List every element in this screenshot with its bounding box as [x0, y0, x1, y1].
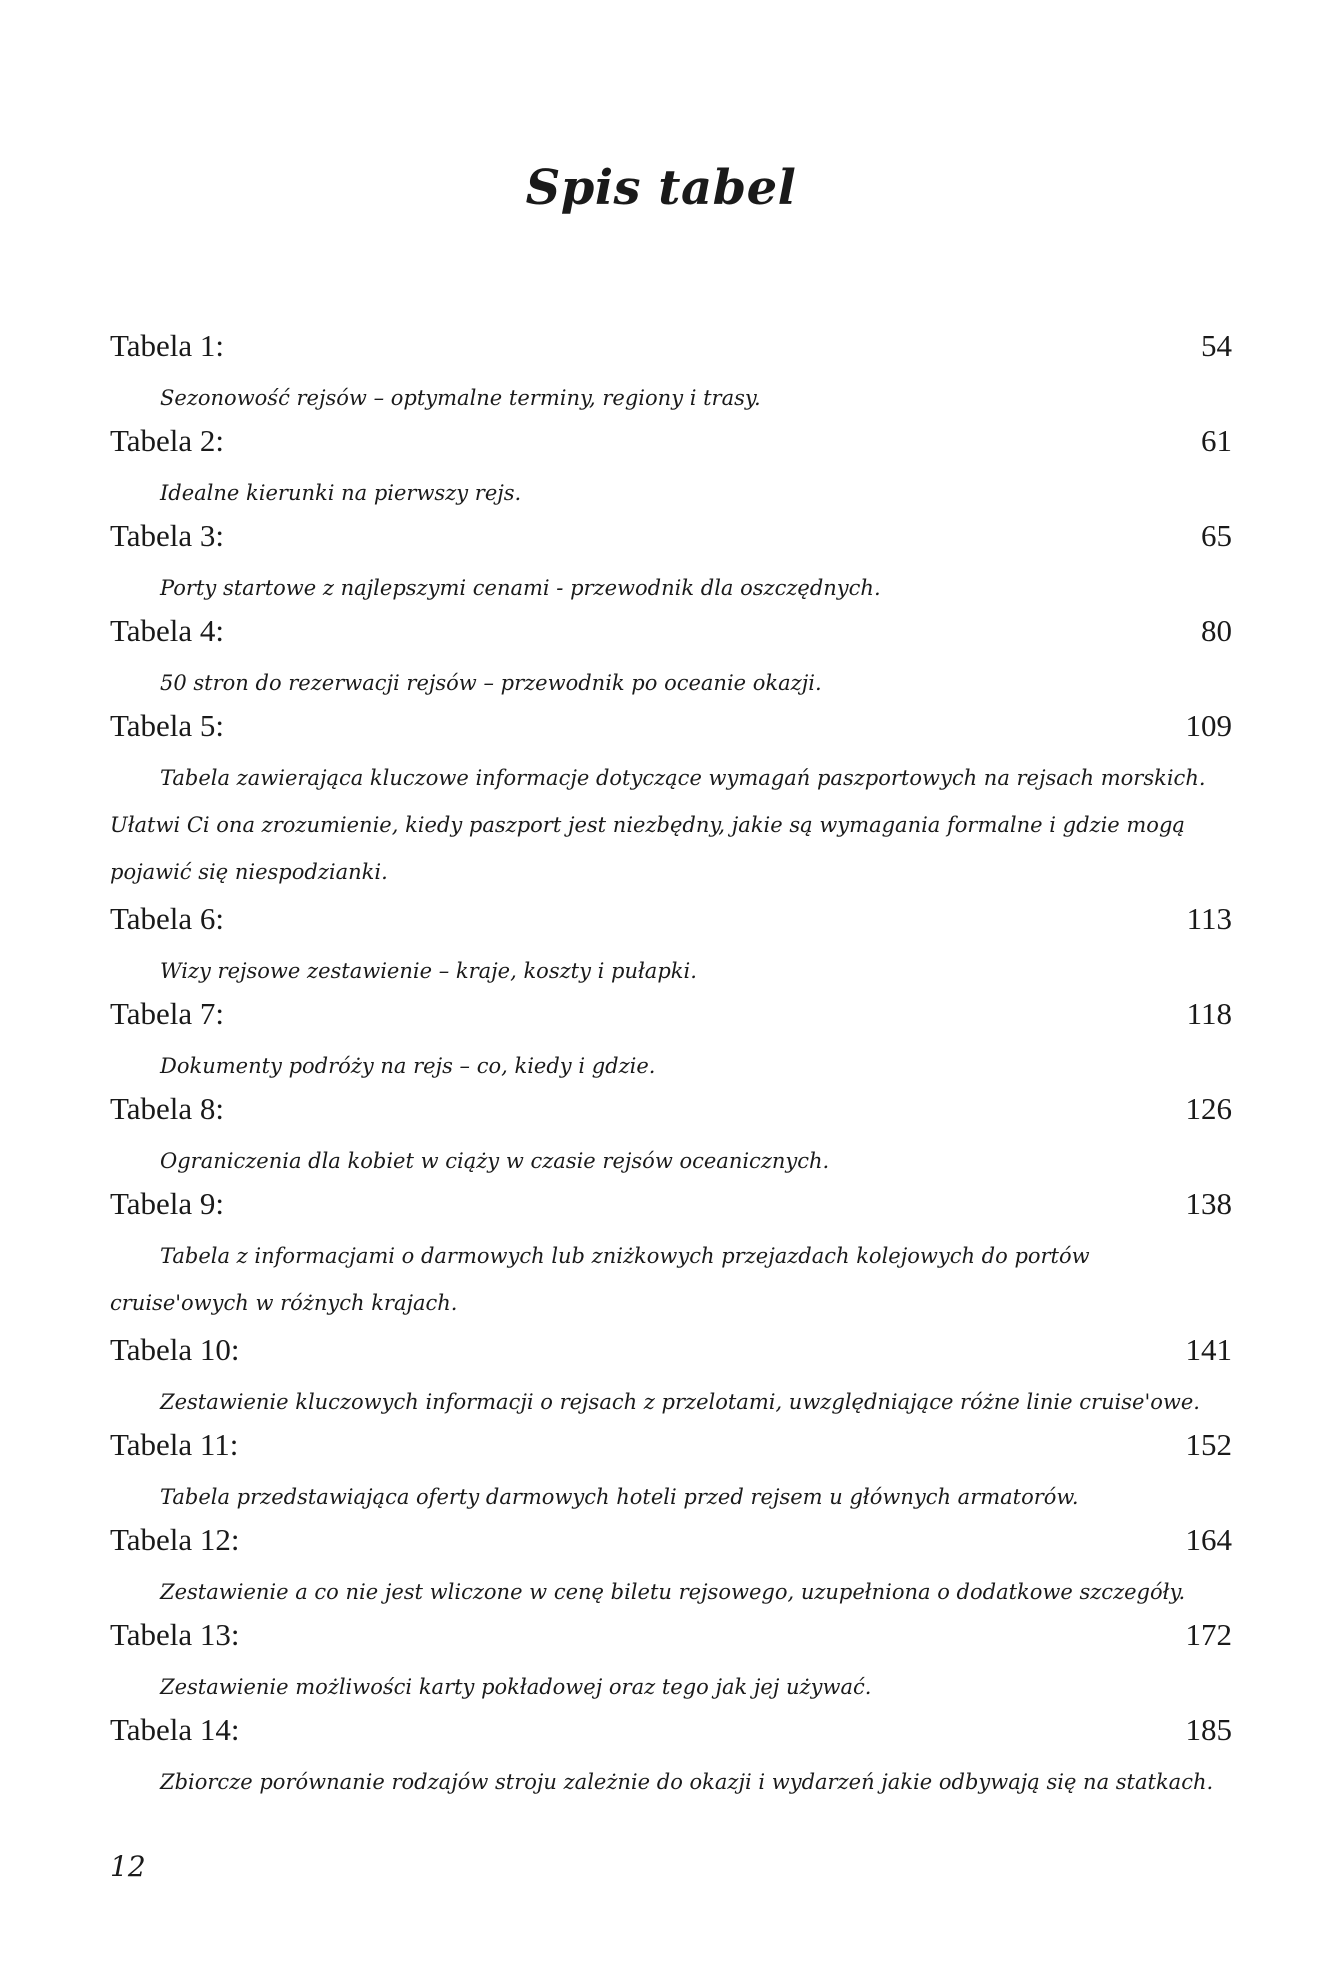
entry-description: Dokumenty podróży na rejs – co, kiedy i gdzie.	[160, 1054, 656, 1078]
entry-page-number: 138	[1185, 1186, 1232, 1221]
entry-description: Sezonowość rejsów – optymalne terminy, regiony i trasy.	[160, 386, 761, 410]
entry-page-number: 80	[1201, 613, 1232, 648]
toc-entry[interactable]	[110, 1327, 1232, 1422]
entry-description: Wizy rejsowe zestawienie – kraje, koszty i pułapki.	[160, 959, 697, 983]
entry-label: Tabela 9:	[110, 1186, 225, 1221]
entry-page-number: 65	[1201, 518, 1232, 553]
entry-description: Zestawienie a co nie jest wliczone w cenę biletu rejsowego, uzupełniona o dodatkowe szczegóły.	[160, 1580, 1186, 1604]
entry-description: 50 stron do rezerwacji rejsów – przewodnik po oceanie okazji.	[160, 671, 822, 695]
toc-entry[interactable]	[110, 991, 1232, 1086]
toc-entry[interactable]	[110, 1422, 1232, 1517]
entry-label: Tabela 10:	[110, 1332, 240, 1367]
toc-entry[interactable]	[110, 896, 1232, 991]
toc-entry[interactable]	[110, 1707, 1232, 1802]
entry-page-number: 118	[1186, 996, 1232, 1031]
entry-label: Tabela 1:	[110, 328, 225, 363]
entry-page-number: 172	[1185, 1617, 1232, 1652]
entry-label: Tabela 8:	[110, 1091, 225, 1126]
page-number: 12	[110, 1850, 146, 1883]
toc-entry[interactable]	[110, 608, 1232, 703]
toc-entry[interactable]	[110, 418, 1232, 513]
toc-entry[interactable]	[110, 703, 1232, 896]
entry-page-number: 126	[1185, 1091, 1232, 1126]
entry-page-number: 54	[1201, 328, 1232, 363]
table-of-contents	[110, 323, 1232, 1802]
entry-label: Tabela 14:	[110, 1712, 240, 1747]
toc-entry[interactable]	[110, 1086, 1232, 1181]
entry-description: Zbiorcze porównanie rodzajów stroju zależnie do okazji i wydarzeń jakie odbywają się na statkach.	[160, 1770, 1214, 1794]
entry-page-number: 164	[1185, 1522, 1232, 1557]
entry-page-number: 61	[1201, 423, 1232, 458]
toc-entry[interactable]	[110, 1612, 1232, 1707]
entry-label: Tabela 2:	[110, 423, 225, 458]
entry-label: Tabela 13:	[110, 1617, 240, 1652]
entry-label: Tabela 11:	[110, 1427, 239, 1462]
entry-description: Idealne kierunki na pierwszy rejs.	[160, 481, 522, 505]
toc-entry[interactable]	[110, 1517, 1232, 1612]
entry-page-number: 109	[1185, 708, 1232, 743]
entry-label: Tabela 7:	[110, 996, 225, 1031]
entry-description: Zestawienie kluczowych informacji o rejsach z przelotami, uwzględniające różne linie cruise'owe.	[160, 1390, 1200, 1414]
toc-entry[interactable]	[110, 513, 1232, 608]
entry-label: Tabela 6:	[110, 901, 225, 936]
entry-label: Tabela 5:	[110, 708, 225, 743]
entry-description: Tabela przedstawiająca oferty darmowych hoteli przed rejsem u głównych armatorów.	[160, 1485, 1079, 1509]
entry-label: Tabela 3:	[110, 518, 225, 553]
entry-page-number: 141	[1185, 1332, 1232, 1367]
entry-description: Tabela z informacjami o darmowych lub zniżkowych przejazdach kolejowych do portów cruise'owych w różnych krajach.	[110, 1244, 1090, 1315]
entry-description: Porty startowe z najlepszymi cenami - przewodnik dla oszczędnych.	[160, 576, 881, 600]
entry-description: Zestawienie możliwości karty pokładowej oraz tego jak jej używać.	[160, 1675, 872, 1699]
entry-page-number: 152	[1185, 1427, 1232, 1462]
toc-entry[interactable]	[110, 1181, 1232, 1327]
toc-entry[interactable]	[110, 323, 1232, 418]
page-title: Spis tabel	[525, 160, 797, 216]
entry-page-number: 113	[1186, 901, 1232, 936]
entry-page-number: 185	[1185, 1712, 1232, 1747]
entry-label: Tabela 4:	[110, 613, 225, 648]
entry-label: Tabela 12:	[110, 1522, 240, 1557]
entry-description: Ograniczenia dla kobiet w ciąży w czasie rejsów oceanicznych.	[160, 1149, 830, 1173]
entry-description: Tabela zawierająca kluczowe informacje dotyczące wymagań paszportowych na rejsach morskich. Ułatwi Ci ona zrozumienie, kiedy paszport jest niezbędny, jakie są wymagania formalne i gdzie mogą pojawić się niespodzianki.	[110, 766, 1206, 884]
